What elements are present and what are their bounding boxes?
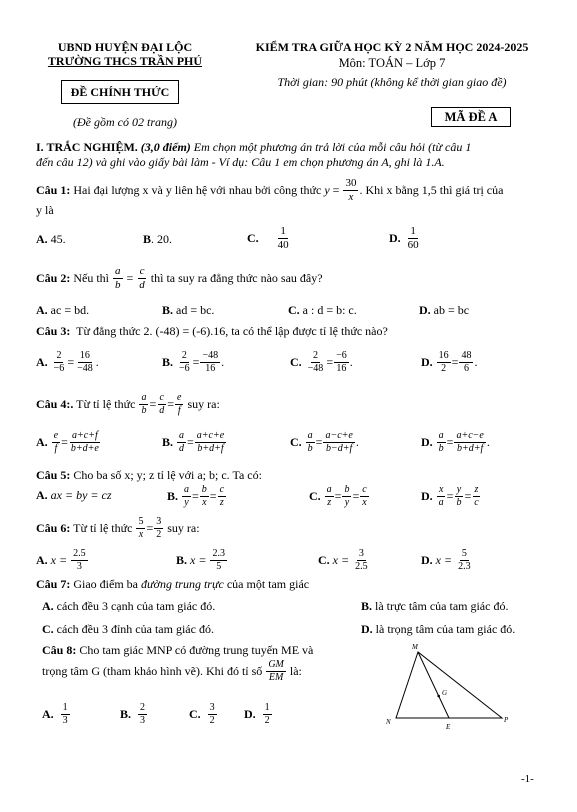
q4-a-f: f (54, 442, 58, 454)
q6-a-letter: A. (36, 552, 48, 567)
q6-option-a[interactable] (36, 545, 89, 575)
q6-n1: 5 (138, 515, 144, 527)
exam-code-box: MÃ ĐỀ A (431, 107, 511, 127)
q8-cn: 3 (209, 701, 215, 713)
q6-n2: 3 (156, 515, 162, 527)
q7-b-letter: B. (361, 599, 373, 613)
q5-b-y: y (184, 496, 189, 508)
q8-d-letter: D. (244, 706, 256, 721)
q8-b-frac (138, 703, 147, 726)
q6-d1: x (138, 528, 144, 540)
q4-frac-cd (157, 393, 166, 416)
dept-name: UBND HUYỆN ĐẠI LỘC (57, 40, 193, 54)
q3-c2n: −6 (336, 349, 347, 361)
q4-dd: b+d+f (457, 442, 484, 454)
q6-cd: 2.5 (355, 560, 368, 572)
q3-d-letter: D. (421, 354, 433, 369)
school-name (40, 54, 210, 69)
q5-c-letter: C. (309, 488, 321, 503)
q7-d-value: là trọng tâm của tam giác đó. (372, 622, 516, 636)
q2-option-d[interactable] (419, 303, 469, 318)
label-e: E (446, 723, 451, 731)
q2-a: a (115, 264, 121, 277)
q6-c-frac (353, 549, 370, 572)
q5-d-y: y (456, 483, 462, 495)
q5-b-frac3: $\frac{c}{z}$ (219, 483, 225, 508)
q3-stem (36, 324, 388, 339)
q4-d-a: a (438, 429, 444, 441)
q1-option-a[interactable] (36, 232, 66, 247)
q4-b-a: a (179, 429, 185, 441)
q7-d-letter: D. (361, 622, 373, 636)
q1-d-letter: D. (389, 230, 401, 245)
time-line: Thời gian: 90 phút (không kể thời gian giao đề) (277, 75, 507, 89)
q4-dn: a+c−e (456, 429, 484, 441)
section-instr-2: đến câu 12) và ghi vào giấy bài làm - Ví dụ: Câu 1 em chọn phương án A, ghi là 1.A. (36, 155, 445, 169)
q2-b-letter: B. (162, 303, 174, 317)
q6-c-x: x = (332, 552, 353, 567)
q7-c-value: cách đều 3 đỉnh của tam giác đó. (53, 622, 214, 636)
q2-option-b[interactable] (162, 303, 214, 318)
q8-frac (266, 660, 286, 683)
q3-d1n: 16 (438, 349, 449, 361)
q8-c-letter: C. (189, 706, 201, 721)
triangle-figure (380, 640, 520, 735)
q2-c: c (139, 264, 145, 277)
q2-eq: = (123, 270, 137, 285)
q7-label: Câu 7: (36, 577, 71, 591)
q5-stem (36, 468, 262, 483)
q5-c-y: y (344, 496, 350, 508)
q1-b-value: . 20. (151, 232, 173, 246)
q6-b-x: x = (190, 552, 210, 567)
q8-ad: 3 (62, 714, 68, 726)
section-instr-1: Em chọn một phương án trả lời của mỗi câu hỏi (từ câu 1 (190, 140, 472, 154)
q1-option-c[interactable] (247, 222, 292, 254)
q5-text: Cho ba số x; y; z tỉ lệ với a; b; c. Ta có: (70, 468, 262, 482)
q5-d-letter: D. (421, 488, 433, 503)
q4-c-frac2 (323, 431, 354, 454)
q6-d-x: x = (435, 552, 456, 567)
q4-c-frac1 (306, 431, 315, 454)
q2-c-letter: C. (288, 303, 300, 317)
q6-bd: 5 (216, 560, 222, 572)
q5-d-frac3: $\frac{z}{c}$ (474, 483, 479, 508)
q8-cd: 2 (209, 714, 215, 726)
q3-a1d: −6 (53, 362, 65, 374)
q6-frac1 (136, 517, 145, 540)
q6-dn: 5 (461, 547, 467, 559)
q5-d-frac2: $\frac{y}{b}$ (456, 483, 462, 508)
q3-c-frac2 (334, 351, 349, 374)
q5-d-z: z (474, 483, 479, 495)
q8-c-frac (208, 703, 217, 726)
q4-d-frac1 (437, 431, 446, 454)
q2-text-b: thì ta suy ra đẳng thức nào sau đây? (147, 270, 323, 285)
q8-dn: 1 (264, 701, 270, 713)
triangle-mnp (396, 652, 502, 718)
q6-d-letter: D. (421, 552, 433, 567)
q8-b-letter: B. (120, 706, 132, 721)
q4-f: f (177, 404, 181, 416)
q6-b-letter: B. (176, 552, 188, 567)
q4-c-b: b (307, 442, 313, 454)
q5-d-frac1: $\frac{x}{a}$ (438, 483, 444, 508)
q5-c-frac1: $\frac{a}{z}$ (326, 483, 332, 508)
q4-d-b: b (438, 442, 444, 454)
q4-an: a+c+f (72, 429, 98, 441)
q5-c-frac3: $\frac{c}{x}$ (362, 483, 367, 508)
q4-b-frac2 (195, 431, 226, 454)
school-name-text: TRƯỜNG THCS TRẦN PHÚ (47, 54, 203, 68)
q1-text-a: Hai đại lượng x và y liên hệ với nhau bởi công thức (70, 182, 325, 197)
page-count-note: (Đề gồm có 02 trang) (73, 115, 177, 129)
q4-c-letter: C. (290, 434, 302, 449)
q5-b-z: z (219, 496, 224, 508)
q4-a-letter: A. (36, 434, 48, 449)
q5-option-d[interactable]: D. $\frac{x}{a}$ = $\frac{y}{b}$ = $\frac{z}{c}$ (421, 483, 479, 508)
q4-option-a[interactable]: A. $\frac{e}{f}$ = $\frac{a+c+f}{b+d+e}$ (36, 429, 99, 454)
label-m: M (412, 643, 418, 651)
q8-a-frac (61, 703, 70, 726)
q1-b-letter: B (143, 232, 152, 246)
q8-an: 1 (62, 701, 68, 713)
q8-text-c: là: (286, 663, 302, 678)
q2-option-a[interactable] (36, 303, 89, 318)
q6-d2: 2 (156, 528, 162, 540)
q8-bd: 3 (140, 714, 146, 726)
q1-den: x (348, 190, 354, 203)
q7-text-i: đường trung trực (141, 577, 224, 591)
page-number: -1- (521, 773, 534, 785)
q7-text-a: Giao điểm ba (70, 577, 141, 591)
q7-a-letter: A. (42, 599, 54, 613)
q8-label: Câu 8: (42, 643, 77, 657)
q8-fn: GM (268, 658, 284, 670)
q3-d-frac2 (459, 351, 473, 374)
q2-a-value: ac = bd. (47, 303, 90, 317)
q8-fd: EM (268, 671, 284, 683)
q7-a-value: cách đều 3 cạnh của tam giác đó. (53, 599, 216, 613)
q4-d: d (159, 404, 165, 416)
q4-b-frac1 (177, 431, 186, 454)
q1-d-den: 60 (407, 238, 419, 251)
q2-b-value: ad = bc. (173, 303, 215, 317)
q6-option-b[interactable] (176, 545, 228, 575)
q4-frac-ef (175, 393, 183, 416)
q6-stem: Câu 6: Từ tỉ lệ thức $\frac{5}{x}$ = $\frac{3}{2}$ suy ra: (36, 515, 200, 540)
q4-d-letter: D. (421, 434, 433, 449)
q4-cd: b−d+f (326, 442, 353, 454)
q4-d-frac2 (454, 431, 485, 454)
q3-d1d: 2 (441, 362, 447, 374)
q2-c-value: a : d = b: c. (299, 303, 357, 317)
q3-b2n: −48 (202, 349, 219, 361)
q8-option-c[interactable] (189, 699, 218, 729)
q3-b1n: 2 (181, 349, 187, 361)
q5-option-b[interactable]: B. $\frac{a}{y}$ = $\frac{b}{x}$ = $\frac{c}{z}$ (167, 483, 225, 508)
q4-a-e: e (53, 429, 59, 441)
q3-b-frac1 (177, 351, 192, 374)
q2-option-c[interactable] (288, 303, 357, 318)
q8-option-d[interactable] (244, 699, 273, 729)
centroid-g (437, 695, 440, 698)
q6-label: Câu 6: (36, 520, 71, 535)
q4-a: a (141, 391, 147, 403)
q5-option-c[interactable]: C. $\frac{a}{z}$ = $\frac{b}{y}$ = $\frac{c}{x}$ (309, 483, 367, 508)
q4-b-d: d (179, 442, 185, 454)
q5-option-a[interactable] (36, 488, 112, 503)
q6-text-b: suy ra: (164, 520, 200, 535)
q6-ad: 3 (76, 560, 82, 572)
q3-a-letter: A. (36, 354, 48, 369)
q3-option-b[interactable]: B. $\frac{2}{-6}$ = $\frac{-48}{16}$ . (162, 349, 225, 374)
label-g: G (442, 689, 448, 697)
q2-frac-cd (137, 266, 147, 291)
q2-b: b (115, 278, 121, 291)
q1-label: Câu 1: (36, 182, 71, 197)
q1-text-c: y là (36, 203, 54, 217)
q7-text-b: của một tam giác (223, 577, 310, 591)
q1-option-b[interactable] (143, 232, 172, 247)
label-n: N (386, 718, 391, 726)
subject-line: Môn: TOÁN – Lớp 7 (338, 56, 446, 70)
q5-d-x: x (438, 483, 444, 495)
q5-a-letter: A. (36, 488, 48, 502)
q4-bn: a+c+e (196, 429, 225, 441)
q5-c-x: x (362, 496, 367, 508)
q3-option-a[interactable]: A. $\frac{2}{-6}$ = $\frac{16}{-48}$ . (36, 349, 99, 374)
q2-d: d (139, 278, 145, 291)
q4-c: c (159, 391, 164, 403)
q2-text-a: Nếu thì (70, 270, 113, 285)
official-box: ĐỀ CHÍNH THỨC (61, 80, 179, 104)
q3-a-frac2 (75, 351, 95, 374)
median-me (418, 652, 449, 718)
q2-stem (36, 263, 323, 293)
section-title: I. TRẮC NGHIỆM. (36, 140, 138, 154)
q5-a-value: ax = by = cz (47, 488, 112, 502)
q3-option-d[interactable]: D. $\frac{16}{2}$ = $\frac{48}{6}$ . (421, 349, 478, 374)
q6-bn: 2.3 (212, 547, 225, 559)
q1-stem (36, 176, 503, 204)
q7-option-d[interactable] (361, 622, 515, 637)
q8-bn: 2 (140, 701, 146, 713)
q6-cn: 3 (358, 547, 364, 559)
section-points: (3,0 điểm) (140, 140, 191, 154)
q3-b-frac2 (200, 351, 220, 374)
q3-c-letter: C. (290, 354, 302, 369)
q8-option-b[interactable] (120, 699, 148, 729)
q8-d-frac (263, 703, 272, 726)
q6-d-frac (456, 549, 473, 572)
q5-c-frac2: $\frac{b}{y}$ (344, 483, 350, 508)
q5-b-letter: B. (167, 488, 179, 503)
q3-d-frac1 (437, 351, 451, 374)
q3-a2d: −48 (77, 362, 93, 374)
q3-b1d: −6 (179, 362, 190, 374)
q4-label: Câu 4:. (36, 396, 74, 411)
q4-option-d[interactable]: D. $\frac{a}{b}$ = $\frac{a+c-e}{b+d+f}$ . (421, 429, 490, 454)
q3-d2n: 48 (461, 349, 472, 361)
q3-label: Câu 3: (36, 324, 71, 338)
q4-text-b: suy ra: (184, 396, 220, 411)
q7-option-a[interactable] (42, 599, 215, 614)
q8-dd: 2 (264, 714, 270, 726)
q2-d-value: ab = bc (430, 303, 470, 317)
q6-a-frac (71, 549, 88, 572)
q4-bd: b+d+f (197, 442, 224, 454)
q6-a-x: x = (50, 552, 71, 567)
q1-eq: = (329, 182, 343, 197)
q4-b: b (141, 404, 147, 416)
q6-c-letter: C. (318, 552, 330, 567)
q4-cn: a−c+e (325, 429, 353, 441)
q1-c-num: 1 (280, 224, 286, 237)
q3-c2d: 16 (336, 362, 347, 374)
q8-stem-b (42, 656, 302, 686)
q4-frac-ab (139, 393, 148, 416)
q6-b-frac (210, 549, 227, 572)
q8-text-a: Cho tam giác MNP có đường trung tuyến ME và (76, 643, 314, 657)
q3-a1n: 2 (56, 349, 62, 361)
q5-label: Câu 5: (36, 468, 71, 482)
q4-a-frac2 (69, 431, 101, 454)
q2-a-letter: A. (36, 303, 48, 317)
exam-title: KIỂM TRA GIỮA HỌC KỲ 2 NĂM HỌC 2024-2025 (255, 40, 529, 54)
q7-stem (36, 577, 309, 592)
q5-c-z: z (327, 496, 332, 508)
q6-dd: 2.3 (458, 560, 471, 572)
q1-option-d[interactable] (389, 222, 422, 254)
q1-c-den: 40 (277, 238, 289, 251)
q3-c1n: 2 (312, 349, 318, 361)
q3-c1d: −48 (307, 362, 324, 374)
q4-option-b[interactable]: B. $\frac{a}{d}$ = $\frac{a+c+e}{b+d+f}$ (162, 429, 225, 454)
q1-a-value: 45. (47, 232, 66, 246)
q4-a-frac1 (52, 431, 60, 454)
q2-frac-ab (113, 266, 123, 291)
q1-d-num: 1 (410, 224, 416, 237)
q7-b-value: là trực tâm của tam giác đó. (372, 599, 509, 613)
q1-text-b: . Khi x bằng 1,5 thì giá trị của (359, 182, 504, 197)
q6-option-c[interactable] (318, 545, 371, 575)
q4-ad: b+d+e (70, 442, 99, 454)
q3-c-frac1 (306, 351, 326, 374)
q7-option-c[interactable] (42, 622, 214, 637)
q5-b-frac2: $\frac{b}{x}$ (201, 483, 207, 508)
q1-c-fraction (276, 226, 291, 251)
q4-text-a: Từ tỉ lệ thức (73, 396, 139, 411)
q6-text-a: Từ tỉ lệ thức (70, 520, 136, 535)
q8-option-a[interactable] (42, 699, 71, 729)
q2-d-letter: D. (419, 303, 431, 317)
q6-an: 2.5 (73, 547, 86, 559)
q1-num: 30 (345, 176, 357, 189)
q3-text: Từ đẳng thức 2. (-48) = (-6).16, ta có thể lập được tỉ lệ thức nào? (70, 324, 388, 338)
q6-option-d[interactable] (421, 545, 474, 575)
q3-a2n: 16 (79, 349, 90, 361)
q3-d2d: 6 (463, 362, 469, 374)
q3-a-frac1 (52, 351, 67, 374)
q5-b-frac1: $\frac{a}{y}$ (184, 483, 190, 508)
label-p: P (504, 716, 509, 724)
q4-e: e (177, 391, 182, 403)
q3-b-letter: B. (162, 354, 174, 369)
q1-y: y (324, 182, 330, 197)
q1-a-letter: A. (36, 232, 48, 246)
q7-option-b[interactable] (361, 599, 508, 614)
q1-fraction (343, 178, 358, 203)
q3-option-c[interactable]: C. $\frac{2}{-48}$ = $\frac{-6}{16}$ . (290, 349, 353, 374)
q2-label: Câu 2: (36, 270, 71, 285)
section-heading (36, 140, 471, 155)
q7-c-letter: C. (42, 622, 54, 636)
q4-stem: Câu 4:. Từ tỉ lệ thức $\frac{a}{b}$ = $\frac{c}{d}$ = $\frac{e}{f}$ suy ra: (36, 391, 220, 416)
q5-b-x: x (202, 496, 207, 508)
q1-c-letter: C. (247, 230, 259, 245)
q4-c-a: a (307, 429, 313, 441)
q4-option-c[interactable]: C. $\frac{a}{b}$ = $\frac{a-c+e}{b-d+f}$ . (290, 429, 359, 454)
q6-frac2 (154, 517, 163, 540)
q1-d-fraction (406, 226, 421, 251)
q3-b2d: 16 (205, 362, 216, 374)
q8-text-b: trọng tâm G (tham khảo hình vẽ). Khi đó tỉ số (42, 663, 266, 678)
q4-b-letter: B. (162, 434, 174, 449)
q8-a-letter: A. (42, 706, 54, 721)
